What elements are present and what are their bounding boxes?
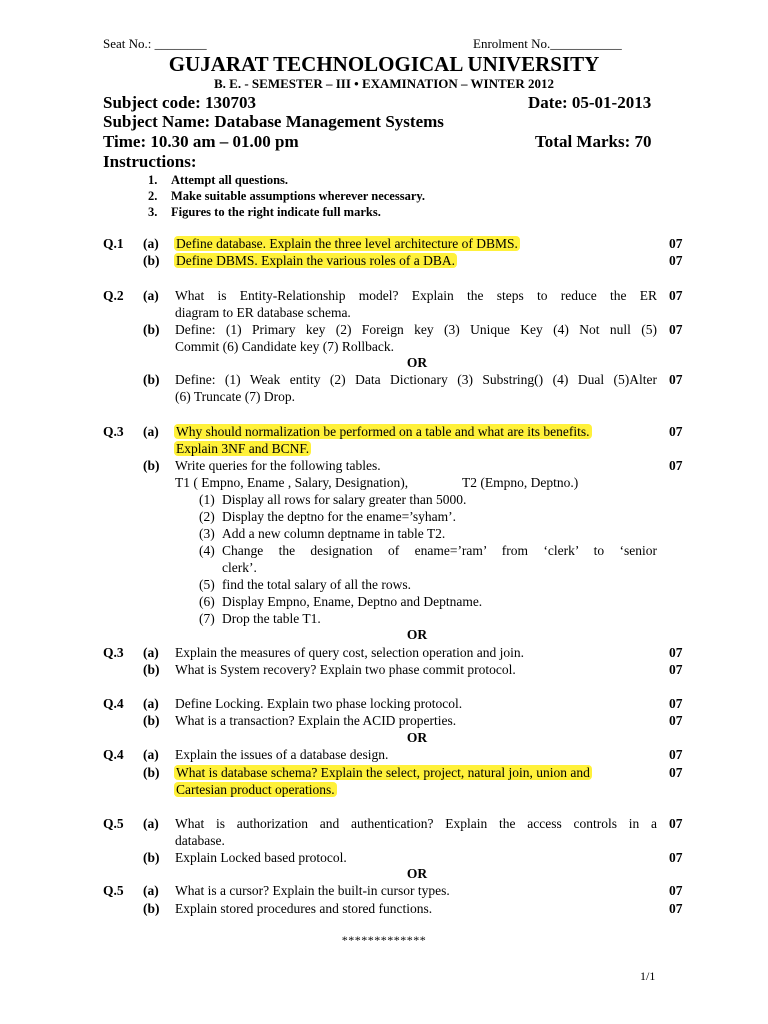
- part-label: (a): [143, 645, 159, 660]
- question-text: What is System recovery? Explain two phase commit protocol.: [175, 662, 516, 677]
- question-text: [174, 782, 337, 798]
- question-text: [174, 765, 592, 781]
- question-text: [175, 288, 657, 304]
- instruction-number: 3.: [148, 205, 158, 219]
- marks: 07: [669, 713, 683, 728]
- question-text: [174, 253, 457, 269]
- question-number: Q.3: [103, 424, 124, 439]
- marks: 07: [669, 236, 683, 251]
- question-number: Q.4: [103, 696, 124, 711]
- question-line: Write queries for the following tables.: [175, 458, 381, 473]
- question-text: [174, 424, 592, 440]
- part-label: (b): [143, 765, 160, 780]
- sub-item-number: (1): [199, 492, 215, 507]
- sub-item-number: (4): [199, 543, 215, 558]
- question-number: Q.5: [103, 816, 124, 831]
- total-marks: Total Marks: 70: [535, 132, 652, 151]
- instruction-text: Attempt all questions.: [171, 173, 289, 187]
- marks: 07: [669, 253, 683, 268]
- sub-item-number: (3): [199, 526, 215, 541]
- marks: 07: [669, 645, 683, 660]
- marks: 07: [669, 458, 683, 473]
- sub-item-number: (5): [199, 577, 215, 592]
- question-line: Commit (6) Candidate key (7) Rollback.: [175, 339, 394, 354]
- question-number: Q.4: [103, 747, 124, 762]
- sub-item-number: (6): [199, 594, 215, 609]
- sub-item-text: Display the deptno for the ename=’syham’.: [222, 509, 457, 524]
- sub-item-number: (7): [199, 611, 215, 626]
- end-of-paper-marker: *************: [341, 933, 427, 947]
- subject-name: Subject Name: Database Management Systems: [103, 112, 444, 131]
- question-text: Explain the issues of a database design.: [175, 747, 389, 762]
- question-line: What is Entity-Relationship model? Explain the steps to reduce the ER: [175, 288, 657, 303]
- part-label: (a): [143, 236, 159, 251]
- question-line: diagram to ER database schema.: [175, 305, 351, 320]
- part-label: (a): [143, 883, 159, 898]
- question-text: [174, 441, 311, 457]
- marks: 07: [669, 883, 683, 898]
- part-label: (a): [143, 747, 159, 762]
- part-label: (a): [143, 288, 159, 303]
- sub-item-text: Display Empno, Ename, Deptno and Deptname.: [222, 594, 483, 609]
- marks: 07: [669, 747, 683, 762]
- enrolment-number-label: Enrolment No.___________: [473, 36, 622, 51]
- question-text: Explain Locked based protocol.: [175, 850, 347, 865]
- marks: 07: [669, 850, 683, 865]
- question-number: Q.5: [103, 883, 124, 898]
- sub-item-text: Display all rows for salary greater than 5000.: [222, 492, 467, 507]
- part-label: (b): [143, 662, 160, 677]
- question-text: [174, 236, 520, 252]
- table-t1-schema: T1 ( Empno, Ename , Salary, Designation),: [175, 475, 409, 490]
- sub-item-text: Add a new column deptname in table T2.: [222, 526, 446, 541]
- marks: 07: [669, 372, 683, 387]
- exam-date: Date: 05-01-2013: [528, 93, 652, 112]
- instruction-number: 2.: [148, 189, 158, 203]
- marks: 07: [669, 696, 683, 711]
- exam-subtitle: B. E. - SEMESTER – III • EXAMINATION – WINTER 2012: [214, 76, 554, 91]
- sub-item-number: (2): [199, 509, 215, 524]
- highlighted-text: Why should normalization be performed on a table and what are its benefits.: [176, 424, 590, 439]
- table-t2-schema: T2 (Empno, Deptno.): [462, 475, 579, 490]
- part-label: (b): [143, 322, 160, 337]
- instructions-title: Instructions:: [103, 152, 197, 171]
- or-separator: OR: [406, 355, 428, 370]
- part-label: (b): [143, 458, 160, 473]
- question-number: Q.1: [103, 236, 124, 251]
- highlighted-text: Explain 3NF and BCNF.: [176, 441, 310, 456]
- exam-time: Time: 10.30 am – 01.00 pm: [103, 132, 299, 151]
- highlighted-text: Define database. Explain the three level architecture of DBMS.: [176, 236, 518, 251]
- instruction-text: Make suitable assumptions wherever necessary.: [171, 189, 426, 203]
- part-label: (a): [143, 696, 159, 711]
- question-text: Explain stored procedures and stored functions.: [175, 901, 433, 916]
- question-text: [175, 322, 657, 338]
- part-label: (b): [143, 850, 160, 865]
- question-text: Define Locking. Explain two phase locking protocol.: [175, 696, 463, 711]
- part-label: (a): [143, 424, 159, 439]
- question-line: database.: [175, 833, 225, 848]
- university-title: GUJARAT TECHNOLOGICAL UNIVERSITY: [168, 52, 600, 76]
- question-text: [175, 816, 657, 832]
- instruction-text: Figures to the right indicate full marks.: [171, 205, 381, 219]
- question-text: What is a transaction? Explain the ACID properties.: [175, 713, 457, 728]
- question-text: What is a cursor? Explain the built-in cursor types.: [175, 883, 450, 898]
- or-separator: OR: [406, 866, 428, 881]
- marks: 07: [669, 662, 683, 677]
- part-label: (b): [143, 713, 160, 728]
- marks: 07: [669, 765, 683, 780]
- instruction-number: 1.: [148, 173, 158, 187]
- highlighted-text: What is database schema? Explain the select, project, natural join, union and: [176, 765, 590, 780]
- question-line: (6) Truncate (7) Drop.: [175, 389, 295, 404]
- question-number: Q.3: [103, 645, 124, 660]
- subject-code: Subject code: 130703: [103, 93, 256, 112]
- marks: 07: [669, 424, 683, 439]
- question-text: Explain the measures of query cost, selection operation and join.: [175, 645, 525, 660]
- highlighted-text: Cartesian product operations.: [176, 782, 335, 797]
- marks: 07: [669, 901, 683, 916]
- marks: 07: [669, 322, 683, 337]
- seat-number-label: Seat No.: ________: [103, 36, 207, 51]
- sub-item-text: Drop the table T1.: [222, 611, 321, 626]
- marks: 07: [669, 816, 683, 831]
- sub-item-continuation: clerk’.: [222, 560, 257, 575]
- marks: 07: [669, 288, 683, 303]
- question-text: [175, 372, 657, 388]
- part-label: (b): [143, 253, 160, 268]
- question-line: What is authorization and authentication? Explain the access controls in a: [175, 816, 657, 831]
- or-separator: OR: [406, 730, 428, 745]
- part-label: (a): [143, 816, 159, 831]
- part-label: (b): [143, 372, 160, 387]
- highlighted-text: Define DBMS. Explain the various roles of a DBA.: [176, 253, 455, 268]
- question-number: Q.2: [103, 288, 124, 303]
- page-number: 1/1: [640, 969, 656, 983]
- part-label: (b): [143, 901, 160, 916]
- sub-item-line: Change the designation of ename=’ram’ from ‘clerk’ to ‘senior: [222, 543, 657, 558]
- sub-item-text: find the total salary of all the rows.: [222, 577, 411, 592]
- question-line: Define: (1) Primary key (2) Foreign key (3) Unique Key (4) Not null (5): [175, 322, 657, 337]
- sub-item-text: [222, 543, 657, 559]
- question-line: Define: (1) Weak entity (2) Data Dictionary (3) Substring() (4) Dual (5)Alter: [175, 372, 657, 387]
- or-separator: OR: [406, 627, 428, 642]
